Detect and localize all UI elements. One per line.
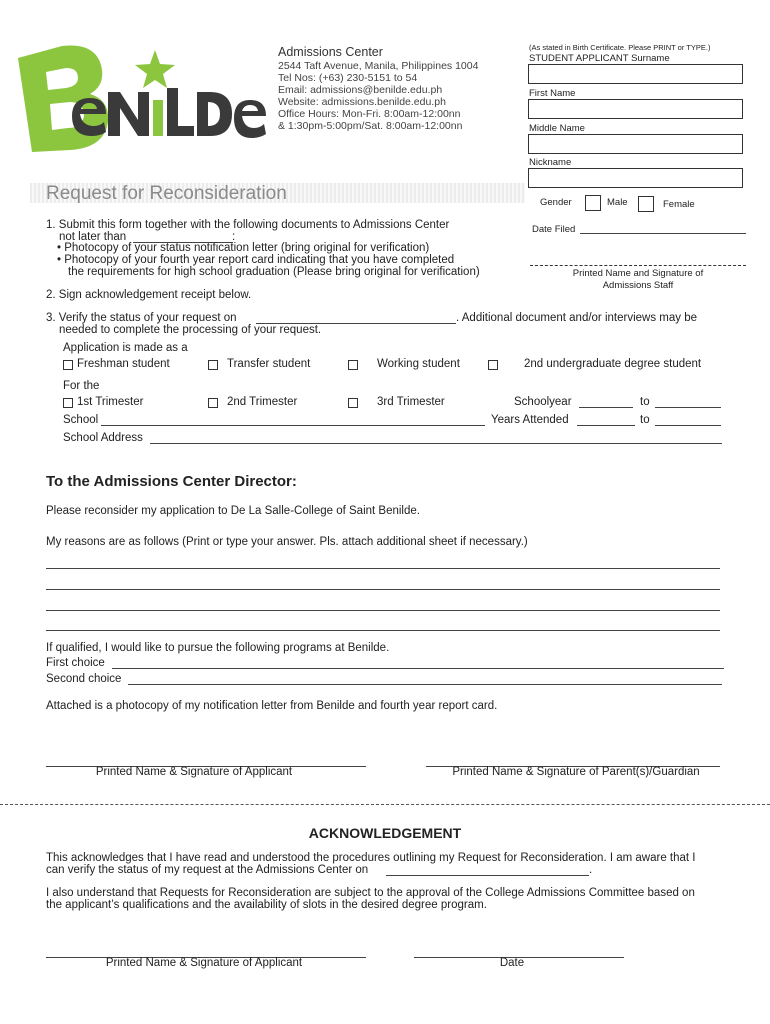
reasons-line-2[interactable] (46, 589, 720, 590)
freshman-checkbox[interactable] (63, 360, 73, 370)
qualified-text: If qualified, I would like to pursue the following programs at Benilde. (46, 642, 390, 654)
surname-field[interactable] (528, 64, 743, 84)
years-to-label: to (640, 414, 650, 426)
ack-para2-line2: the applicant’s qualifications and the availability of slots in the desired degree program. (46, 899, 487, 911)
hours-line2: & 1:30pm-5:00pm/Sat. 8:00am-12:00nn (278, 120, 463, 132)
instruction-2: 2. Sign acknowledgement receipt below. (46, 289, 252, 301)
instruction-1-deadline: not later than (59, 231, 127, 243)
director-heading: To the Admissions Center Director: (46, 473, 297, 490)
birth-certificate-note: (As stated in Birth Certificate. Please PRINT or TYPE.) (529, 43, 711, 52)
years-to-line[interactable] (655, 425, 721, 426)
reasons-line-4[interactable] (46, 630, 720, 631)
years-from-line[interactable] (577, 425, 635, 426)
schoolyear-from-line[interactable] (579, 407, 633, 408)
date-filed-line[interactable] (580, 233, 746, 234)
trimester-3-label: 3rd Trimester (377, 396, 445, 408)
hours-line1: Office Hours: Mon-Fri. 8:00am-12:00nn (278, 108, 461, 120)
ack-period: . (589, 864, 593, 876)
page-title: Request for Reconsideration (46, 183, 287, 204)
nickname-label: Nickname (529, 157, 572, 168)
ack-verify-date-line[interactable] (386, 875, 589, 876)
female-checkbox[interactable] (638, 196, 654, 212)
date-filed-label: Date Filed (532, 224, 576, 235)
reasons-line-1[interactable] (46, 568, 720, 569)
email: Email: admissions@benilde.edu.ph (278, 84, 443, 96)
second-choice-label: Second choice (46, 673, 122, 685)
working-label: Working student (377, 358, 460, 370)
trimester-1-checkbox[interactable] (63, 398, 73, 408)
nickname-field[interactable] (528, 168, 743, 188)
first-name-label: First Name (529, 88, 576, 99)
schoolyear-to-line[interactable] (655, 407, 721, 408)
reconsider-text: Please reconsider my application to De La Salle-College of Saint Benilde. (46, 505, 420, 517)
attached-text: Attached is a photocopy of my notification letter from Benilde and fourth year report card. (46, 700, 498, 712)
instruction-3: 3. Verify the status of your request on (46, 312, 237, 324)
first-choice-line[interactable] (112, 668, 724, 669)
first-choice-label: First choice (46, 657, 105, 669)
gender-label: Gender (540, 197, 572, 208)
bullet-2-cont: the requirements for high school graduation (Please bring original for verification) (68, 266, 480, 278)
trimester-3-checkbox[interactable] (348, 398, 358, 408)
transfer-label: Transfer student (227, 358, 311, 370)
applicant-signature-label: Printed Name & Signature of Applicant (95, 766, 293, 778)
website: Website: admissions.benilde.edu.ph (278, 96, 446, 108)
parent-signature-label: Printed Name & Signature of Parent(s)/Guardian (452, 766, 700, 778)
application-made-as-label: Application is made as a (63, 342, 188, 354)
second-degree-label: 2nd undergraduate degree student (524, 358, 702, 370)
male-label: Male (607, 197, 628, 208)
transfer-checkbox[interactable] (208, 360, 218, 370)
bullet-2: • Photocopy of your fourth year report card indicating that you have completed (57, 254, 455, 266)
reasons-text: My reasons are as follows (Print or type your answer. Pls. attach additional sheet if necessary.) (46, 536, 528, 548)
schoolyear-to-label: to (640, 396, 650, 408)
school-address-label: School Address (63, 432, 143, 444)
trimester-1-label: 1st Trimester (77, 396, 144, 408)
staff-signature-line[interactable] (530, 265, 746, 266)
instruction-1: 1. Submit this form together with the following documents to Admissions Center (46, 219, 450, 231)
ack-para1-line2: can verify the status of my request at the Admissions Center on (46, 864, 369, 876)
bullet-1: • Photocopy of your status notification letter (bring original for verification) (57, 242, 430, 254)
female-label: Female (663, 199, 695, 210)
male-checkbox[interactable] (585, 195, 601, 211)
working-checkbox[interactable] (348, 360, 358, 370)
trimester-2-checkbox[interactable] (208, 398, 218, 408)
benilde-logo (10, 40, 270, 155)
second-choice-line[interactable] (128, 684, 722, 685)
reasons-line-3[interactable] (46, 610, 720, 611)
deadline-colon: : (232, 231, 236, 243)
school-label: School (63, 414, 99, 426)
years-attended-label: Years Attended (491, 414, 569, 426)
staff-signature-label-1: Printed Name and Signature of (572, 268, 704, 279)
address: 2544 Taft Avenue, Manila, Philippines 1004 (278, 60, 479, 72)
cut-line (0, 804, 770, 805)
surname-label: STUDENT APPLICANT Surname (529, 53, 670, 64)
schoolyear-label: Schoolyear (514, 396, 572, 408)
ack-para2-line1: I also understand that Requests for Reconsideration are subject to the approval of the College Admissions Committee based on (46, 887, 695, 899)
first-name-field[interactable] (528, 99, 743, 119)
ack-para1-line1: This acknowledges that I have read and understood the procedures outlining my Request for Reconsideration. I am aware that I (46, 852, 696, 864)
second-degree-checkbox[interactable] (488, 360, 498, 370)
for-the-label: For the (63, 380, 100, 392)
freshman-label: Freshman student (77, 358, 170, 370)
trimester-2-label: 2nd Trimester (227, 396, 298, 408)
instruction-3-cont: . Additional document and/or interviews may be (456, 312, 697, 324)
school-address-line[interactable] (150, 443, 722, 444)
ack-applicant-signature-label: Printed Name & Signature of Applicant (105, 957, 303, 969)
ack-date-label: Date (499, 957, 525, 969)
tel: Tel Nos: (+63) 230-5151 to 54 (278, 72, 418, 84)
middle-name-label: Middle Name (529, 123, 585, 134)
staff-signature-label-2: Admissions Staff (602, 280, 674, 291)
school-line[interactable] (101, 425, 485, 426)
middle-name-field[interactable] (528, 134, 743, 154)
instruction-3-cont2: needed to complete the processing of your request. (59, 324, 322, 336)
ack-heading: ACKNOWLEDGEMENT (308, 825, 462, 841)
org-name: Admissions Center (278, 45, 383, 59)
